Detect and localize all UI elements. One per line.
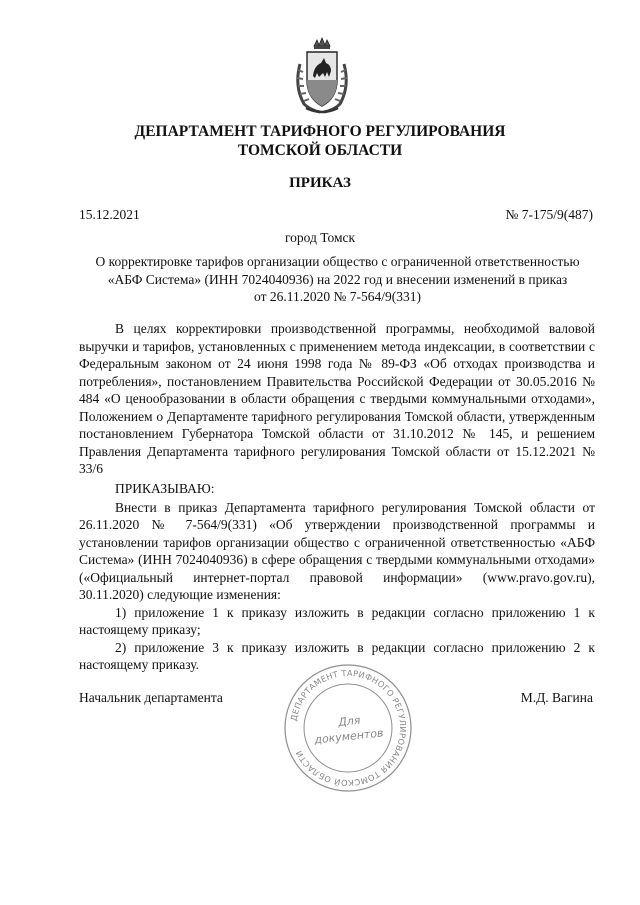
order-number: № 7-175/9(487) [505,207,593,222]
order-date: 15.12.2021 [79,207,140,222]
department-title-line1: ДЕПАРТАМЕНТ ТАРИФНОГО РЕГУЛИРОВАНИЯ [134,123,506,140]
svg-text:ДЕПАРТАМЕНТ ТАРИФНОГО РЕГУЛИРО [288,668,408,789]
subject-line2: «АБФ Система» (ИНН 7024040936) на 2022 год и внесении изменений в приказ [107,271,568,287]
order-keyword: ПРИКАЗЫВАЮ: [115,481,215,496]
stamp-center-line1: Для [337,713,362,729]
order-clauses [79,480,595,674]
order-title: ПРИКАЗ [289,175,351,191]
city: город Томск [284,230,356,245]
order-item-2: 2) приложение 3 к приказу изложить в редакции согласно приложению 2 к настоящему приказу. [79,639,595,672]
stamp-ring-text: ДЕПАРТАМЕНТ ТАРИФНОГО РЕГУЛИРОВАНИЯ ТОМСКОЙ ОБЛАСТИ [288,667,409,789]
subject-line3: от 26.11.2020 № 7-564/9(331) [254,289,421,304]
department-title [0,122,640,160]
order-item-1: 1) приложение 1 к приказу изложить в редакции согласно приложению 1 к настоящему приказу; [79,604,595,637]
preamble-paragraph: В целях корректировки производственной программы, необходимой валовой выручки и тарифов, установленных с применением метода индексации, в соответствии с Федеральным законом от 24 июня 1998 года № 89-ФЗ «Об отходах производства и потребления», постановлением Правительства Российской Федерации от 30.05.2016 № 484 «О ценообразовании в области обращения с твердыми коммунальными отходами», Положением о Департаменте тарифного регулирования Томской области, утвержденным постановлением Губернатора Томской области от 31.10.2012 № 145, и решением Правления Департамента тарифного регулирования Томской области от 15.12.2021 № 33/6 [79,321,595,476]
official-stamp [282,662,414,794]
coat-of-arms-icon [290,36,354,116]
preamble [79,320,595,478]
order-intro: Внести в приказ Департамента тарифного регулирования Томской области от 26.11.2020 № 7-564/9(331) «Об утверждении производственной программы и установлении тарифов организации общество с ограниченной ответственностью «АБФ Система» (ИНН 7024040936) в сфере обращения с твердыми коммунальными отходами» («Официальный интернет-портал правовой информации» (www.pravo.gov.ru), 30.11.2020) следующие изменения: [79,499,595,602]
signatory-position: Начальник департамента [79,690,223,705]
department-title-line2: ТОМСКОЙ ОБЛАСТИ [237,142,403,159]
stamp-center-line2: документов [313,726,385,747]
subject-line1: О корректировке тарифов организации общество с ограниченной ответственностью [95,254,580,269]
order-subject [80,253,595,306]
signatory-name: М.Д. Вагина [520,690,593,705]
